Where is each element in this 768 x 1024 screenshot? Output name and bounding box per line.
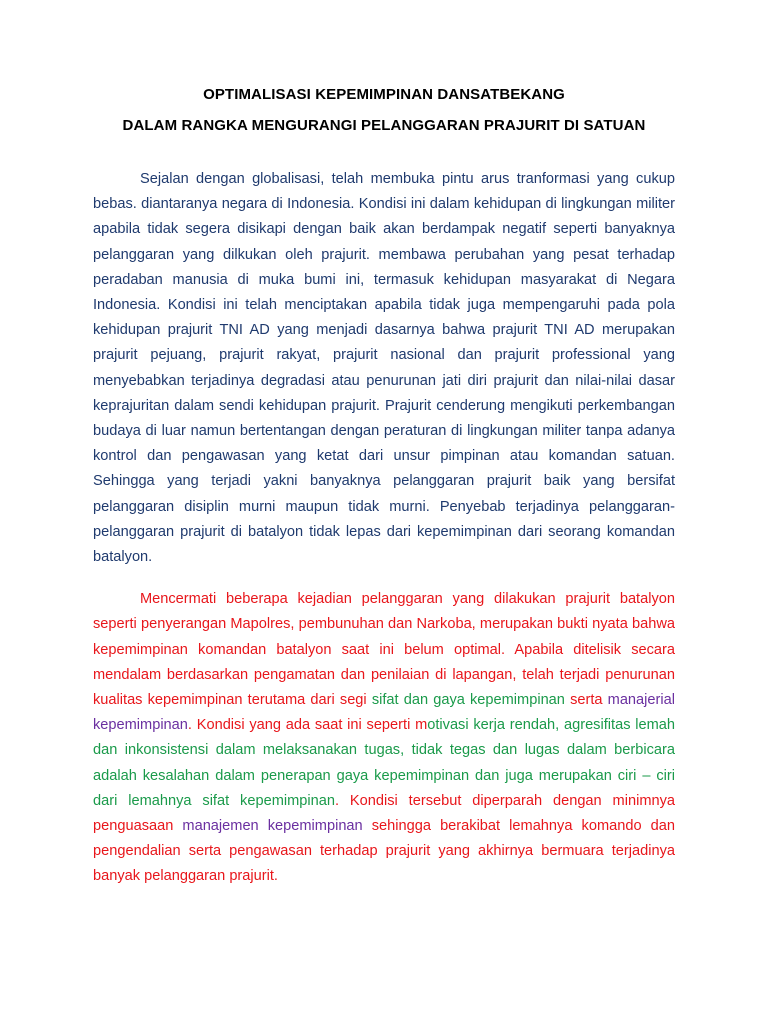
paragraph-2 <box>93 587 675 889</box>
document-page <box>93 82 675 890</box>
paragraph-2-red-text: . Kondisi yang ada saat ini seperti m <box>187 717 428 734</box>
document-title-line-1: OPTIMALISASI KEPEMIMPINAN DANSATBEKANG <box>203 86 565 103</box>
paragraph-2-purple-text: manajerial kepemimpinan <box>93 692 675 734</box>
paragraph-2-red-text: serta <box>564 692 608 709</box>
paragraph-2-red-text: . Kondisi tersebut diperparah dengan minimnya penguasaan <box>93 792 675 835</box>
paragraph-2-red-text: sehingga berakibat lemahnya komando dan pengendalian serta pengawasan terhadap prajurit yang akhirnya bermuara terjadinya banyak pelanggaran prajurit. <box>93 818 675 885</box>
document-title-line-2: DALAM RANGKA MENGURANGI PELANGGARAN PRAJURIT DI SATUAN <box>122 117 646 134</box>
paragraph-2-green-text: otivasi kerja rendah, agresifitas lemah dan inkonsistensi dalam melaksanakan tugas, tidak tegas dan lugas dalam berbicara adalah kesalahan dalam penerapan gaya kepemimpinan dan juga merupakan ciri – ciri dari lemahnya sifat kepemimpinan <box>93 717 675 809</box>
paragraph-1: Sejalan dengan globalisasi, telah membuka pintu arus tranformasi yang cukup bebas. diantaranya negara di Indonesia. Kondisi ini dalam kehidupan di lingkungan militer apabila tidak segera disikapi dengan baik akan berdampak negatif seperti banyaknya pelanggaran yang dilkukan oleh prajurit. membawa perubahan yang pesat terhadap peradaban manusia di muka bumi ini, termasuk kehidupan masyarakat di Negara Indonesia. Kondisi ini telah menciptakan apabila tidak juga mempengaruhi pada pola kehidupan prajurit TNI AD yang menjadi dasarnya bahwa prajurit TNI AD merupakan prajurit pejuang, prajurit rakyat, prajurit nasional dan prajurit professional yang menyebabkan terjadinya degradasi atau penurunan jati diri prajurit dan nilai-nilai dasar keprajuritan dalam sendi kehidupan prajurit. Prajurit cenderung mengikuti perkembangan budaya di luar namun bertentangan dengan peraturan di lingkungan militer tanpa adanya kontrol dan pengawasan yang ketat dari unsur pimpinan atau komandan satuan. Sehingga yang terjadi yakni banyaknya pelanggaran prajurit baik yang bersifat pelanggaran disiplin murni maupun tidak murni. Penyebab terjadinya pelanggaran-pelanggaran prajurit di batalyon tidak lepas dari kepemimpinan dari seorang komandan batalyon. <box>93 171 675 566</box>
paragraph-2-red-text: Mencermati beberapa kejadian pelanggaran yang dilakukan prajurit batalyon seperti penyerangan Mapolres, pembunuhan dan Narkoba, merupakan bukti nyata bahwa kepemimpinan komandan batalyon saat ini belum optimal. Apabila ditelisik secara mendalam berdasarkan pengamatan dan penilaian di lapangan, telah terjadi penurunan kualitas kepemimpinan terutama dari segi <box>93 591 675 709</box>
paragraph-2-green-text: sifat dan gaya kepemimpinan <box>371 692 565 709</box>
paragraph-2-purple-text: manajemen kepemimpinan <box>182 818 363 835</box>
